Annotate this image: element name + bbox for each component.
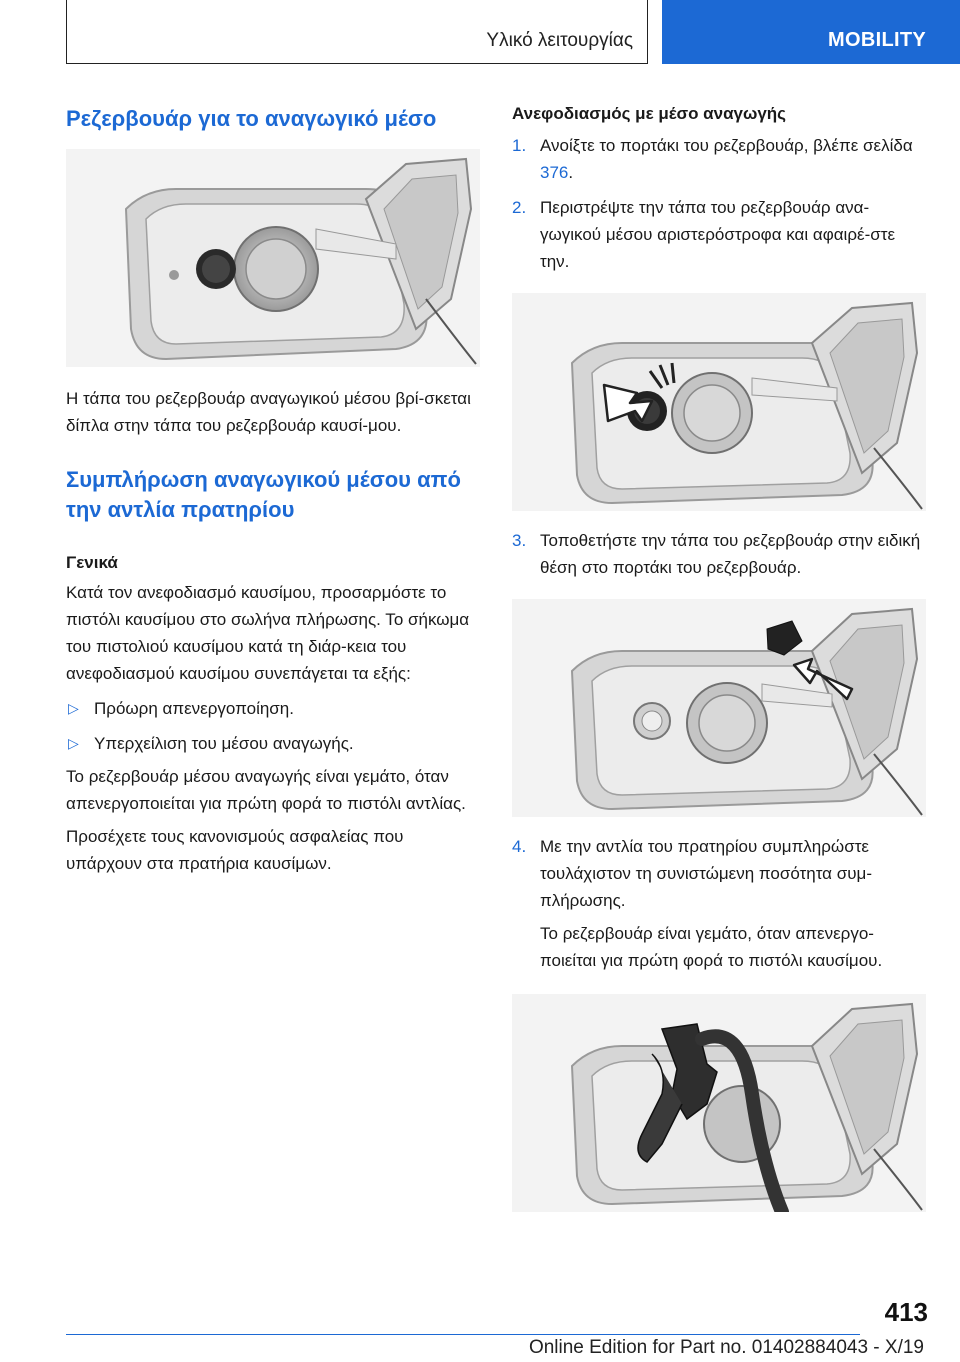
- step-text: Τοποθετήστε την τάπα του ρεζερβουάρ στην ειδική θέση στο πορτάκι του ρεζερβουάρ.: [540, 531, 921, 577]
- triangle-bullet-icon: ▷: [68, 735, 79, 751]
- footer-edition: Online Edition for Part no. 01402884043 - X/19: [528, 1337, 924, 1358]
- step-item: [512, 194, 926, 275]
- refuel-heading: Ανεφοδιασμός με μέσο αναγωγής: [512, 104, 787, 123]
- step-number: 1.: [512, 136, 527, 155]
- footer-divider: [66, 1334, 860, 1335]
- triangle-bullet-icon: ▷: [68, 700, 79, 716]
- figure-cap-holder: [512, 599, 926, 817]
- step-note: Το ρεζερβουάρ είναι γεμάτο, όταν απενεργο-ποιείται για πρώτη φορά το πιστόλι καυσίμου.: [540, 924, 883, 970]
- chapter-tab[interactable]: [662, 0, 960, 64]
- step-number: 3.: [512, 531, 527, 550]
- figure-nozzle-fill: [512, 994, 926, 1212]
- general-paragraph: Κατά τον ανεφοδιασμό καυσίμου, προσαρμόστε το πιστόλι καυσίμου στο σωλήνα πλήρωσης. Το σήκωμα του πιστολιού καυσίμου κατά τη διάρ-κεια του ανεφοδιασμού καυσίμου συνεπάγεται τα εξής:: [66, 583, 470, 683]
- step-text: Με την αντλία του πρατηρίου συμπληρώστε τουλάχιστον τη συνιστώμενη ποσότητα συμ-πλήρωσης.: [540, 837, 872, 910]
- step-item: [512, 132, 926, 186]
- subheading-general: Γενικά: [66, 553, 118, 572]
- safety-note-paragraph: Προσέχετε τους κανονισμούς ασφαλείας που υπάρχουν στα πρατήρια καυσίμων.: [66, 827, 404, 873]
- step-number: 4.: [512, 837, 527, 856]
- step-text: Περιστρέψτε την τάπα του ρεζερβουάρ ανα-γωγικού μέσου αριστερόστροφα και αφαιρέ-στε την.: [540, 198, 896, 271]
- section-title: Υλικό λειτουργίας: [486, 30, 633, 51]
- section-tab: [66, 0, 648, 64]
- list-item: [66, 695, 480, 722]
- page-link[interactable]: 376: [540, 163, 569, 182]
- full-note-paragraph: Το ρεζερβουάρ μέσου αναγωγής είναι γεμάτο, όταν απενεργοποιείται για πρώτη φορά το πιστόλι αντλίας.: [66, 767, 466, 813]
- section-heading-2: Συμπλήρωση αναγωγικού μέσου από την αντλία πρατηρίου: [66, 467, 461, 522]
- list-item: [66, 730, 480, 757]
- figure-reductant-filler: [66, 149, 480, 367]
- right-column: [512, 100, 926, 1212]
- step-item: [512, 833, 926, 914]
- intro-paragraph: Η τάπα του ρεζερβουάρ αναγωγικού μέσου βρί-σκεται δίπλα στην τάπα του ρεζερβουάρ καυσί-μου.: [66, 389, 471, 435]
- page-number: 413: [884, 1297, 928, 1327]
- section-heading: Ρεζερβουάρ για το αναγωγικό μέσο: [66, 106, 437, 131]
- list-item-text: Πρόωρη απενεργοποίηση.: [94, 699, 294, 718]
- step-number: 2.: [512, 198, 527, 217]
- list-item-text: Υπερχείλιση του μέσου αναγωγής.: [94, 734, 354, 753]
- step-item: [512, 527, 926, 581]
- left-column: [66, 100, 480, 877]
- page-header: [0, 0, 960, 66]
- step-text: Ανοίξτε το πορτάκι του ρεζερβουάρ, βλέπε σελίδα: [540, 136, 913, 155]
- figure-remove-cap: [512, 293, 926, 511]
- step-text-end: .: [568, 163, 574, 182]
- chapter-title: MOBILITY: [828, 29, 926, 51]
